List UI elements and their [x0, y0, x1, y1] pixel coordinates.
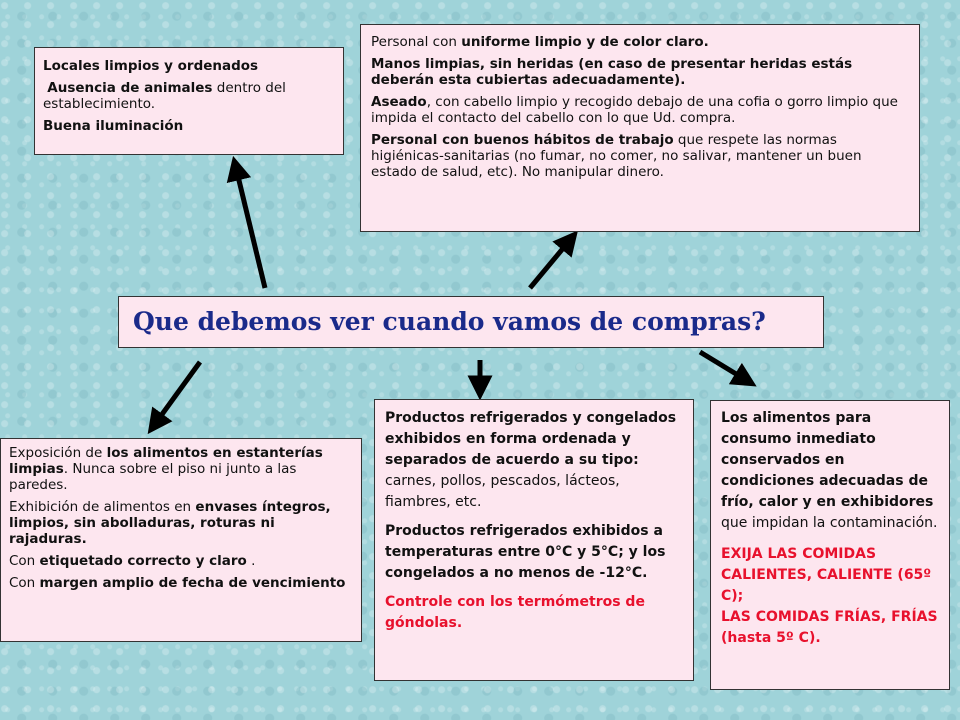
arrow-to-consumo [700, 352, 746, 380]
central-question: Que debemos ver cuando vamos de compras? [118, 296, 824, 348]
locales-line3: Buena iluminación [43, 118, 184, 134]
exposicion-p4: Con margen amplio de fecha de vencimiento [9, 575, 346, 591]
locales-line1: Locales limpios y ordenados [43, 58, 259, 74]
arrow-to-personal [530, 240, 570, 288]
personal-p1: Personal con uniforme limpio y de color claro. [371, 34, 709, 50]
arrow-to-locales [236, 168, 265, 288]
personal-p2: Manos limpias, sin heridas (en caso de presentar heridas estás deberán esta cubiertas adecuadamente). [371, 56, 853, 88]
arrow-to-exposicion [155, 362, 200, 424]
consumo-p3: LAS COMIDAS FRÍAS, FRÍAS (hasta 5º C). [721, 609, 938, 646]
refrigerados-p2: Productos refrigerados exhibidos a temperaturas entre 0°C y 5°C; y los congelados a no menos de -12°C. [385, 523, 666, 581]
exposicion-p3: Con etiquetado correcto y claro . [9, 553, 256, 569]
refrigerados-p1: Productos refrigerados y congelados exhibidos en forma ordenada y separados de acuerdo a su tipo: carnes, pollos, pescados, lácteos, fiambres, etc. [385, 410, 677, 510]
box-exposicion [0, 438, 362, 642]
consumo-p2: EXIJA LAS COMIDAS CALIENTES, CALIENTE (65º C); [721, 546, 932, 604]
refrigerados-p3: Controle con los termómetros de góndolas. [385, 594, 645, 631]
box-personal [360, 24, 920, 232]
exposicion-p2: Exhibición de alimentos en envases íntegros, limpios, sin abolladuras, roturas ni rajaduras. [9, 499, 331, 547]
locales-line2: Ausencia de animales dentro del establecimiento. [43, 80, 286, 112]
box-locales [34, 47, 344, 155]
exposicion-p1: Exposición de los alimentos en estanterías limpias. Nunca sobre el piso ni junto a las paredes. [9, 445, 323, 493]
box-consumo [710, 400, 950, 690]
consumo-p1: Los alimentos para consumo inmediato conservados en condiciones adecuadas de frío, calor y en exhibidores que impidan la contaminación. [721, 410, 938, 531]
personal-p4: Personal con buenos hábitos de trabajo que respete las normas higiénicas-sanitarias (no fumar, no comer, no salivar, mantener un buen estado de salud, etc). No manipular dinero. [371, 132, 862, 180]
box-refrigerados [374, 399, 694, 681]
personal-p3: Aseado, con cabello limpio y recogido debajo de una cofia o gorro limpio que impida el contacto del cabello con lo que Ud. compra. [371, 94, 898, 126]
